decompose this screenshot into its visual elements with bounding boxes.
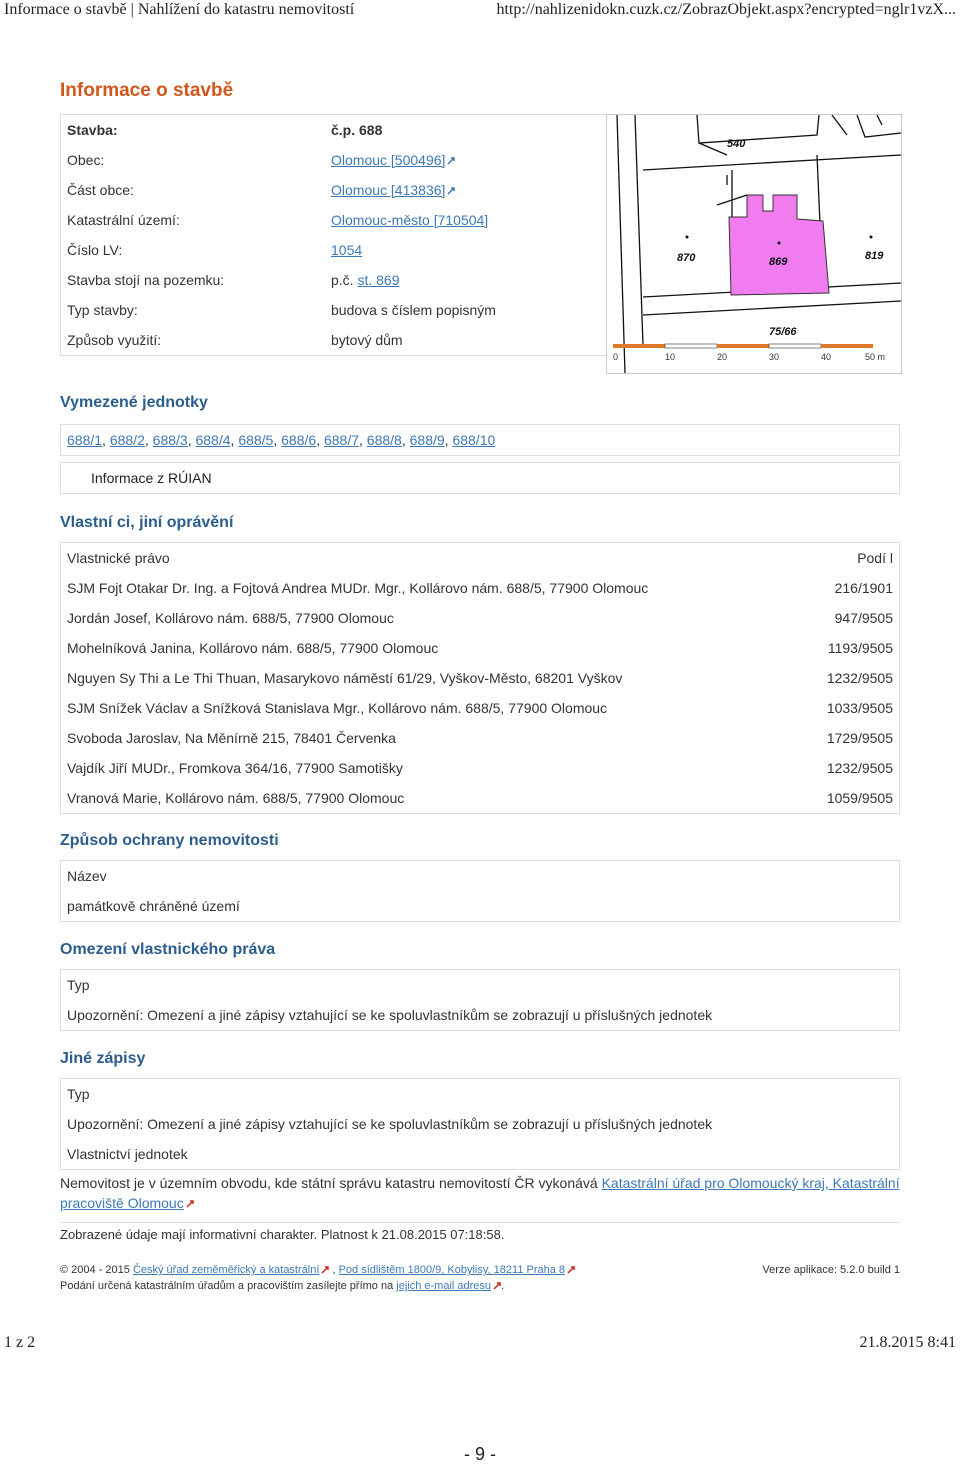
owner-name: Nguyen Sy Thi a Le Thi Thuan, Masarykovo náměstí 61/29, Vyškov-Město, 68201 Vyškov (67, 670, 623, 686)
info-label: Obec: (67, 152, 105, 168)
units-list: 688/1, 688/2, 688/3, 688/4, 688/5, 688/6, 688/7, 688/8, 688/9, 688/10 (67, 432, 496, 448)
scale-label: 50 m (865, 352, 886, 362)
owner-share: 1232/9505 (826, 760, 893, 776)
other-value: Upozornění: Omezení a jiné zápisy vztahující se ke spoluvlastníkům se zobrazují u příslušných jednotek (67, 1116, 713, 1132)
office-notice-text: Nemovitost je v územním obvodu, kde státní správu katastru nemovitostí ČR vykonává (60, 1175, 602, 1191)
restrictions-table (60, 969, 900, 1031)
map-drawing (607, 115, 901, 373)
other-section-title: Jiné zápisy (60, 1050, 146, 1067)
protection-table (60, 860, 900, 922)
copyright-footer: © 2004 - 2015 Český úřad zeměměřický a katastrální , Pod sídlištěm 1800/9, Kobylisy, 18211 Praha 8 Podání určená katastrálním úřadům a pracovištím zasílejte přímo na jejich e-mail adresu . Verze aplikace: 5.2.0 build 1 (60, 1264, 900, 1292)
info-row-vyuziti (61, 325, 607, 355)
address-link[interactable]: Pod sídlištěm 1800/9, Kobylisy, 18211 Praha 8 (338, 1264, 566, 1276)
info-row-typ (61, 295, 607, 325)
info-label: Stavba: (67, 122, 118, 138)
table-row (61, 633, 899, 663)
app-version: Verze aplikace: 5.2.0 build 1 (762, 1264, 900, 1276)
map-scale-bar (613, 344, 885, 362)
unit-link[interactable]: 688/10 (452, 432, 496, 448)
copyright-prefix: © 2004 - 2015 (60, 1264, 133, 1276)
parcel-label: 870 (677, 252, 696, 264)
scale-label: 0 (613, 352, 619, 362)
unit-link[interactable]: 688/3 (152, 432, 188, 448)
parcel-label: 75/66 (769, 326, 797, 338)
ruian-info-label: Informace z RÚIAN (91, 470, 212, 486)
unit-link[interactable]: 688/8 (366, 432, 402, 448)
other-table (60, 1078, 900, 1170)
owner-share: 1729/9505 (826, 730, 893, 746)
unit-link[interactable]: 688/9 (409, 432, 445, 448)
katastralni-uzemi-link[interactable]: Olomouc-město [710504] (331, 212, 489, 228)
protection-value: památkově chráněné území (67, 898, 240, 914)
cast-obce-link[interactable]: Olomouc [413836] (331, 182, 446, 198)
info-row-pozemek (61, 265, 607, 295)
owner-name: Vranová Marie, Kollárovo nám. 688/5, 77900 Olomouc (67, 790, 405, 806)
owner-name: SJM Fojt Otakar Dr. Ing. a Fojtová Andrea MUDr. Mgr., Kollárovo nám. 688/5, 77900 Olomouc (67, 580, 649, 596)
info-label: Způsob využití: (67, 332, 162, 348)
validity-note: Zobrazené údaje mají informativní charakter. Platnost k 21.08.2015 07:18:58. (60, 1222, 900, 1242)
external-link-icon (447, 157, 455, 165)
owners-table (60, 542, 900, 814)
unit-link[interactable]: 688/1 (67, 432, 103, 448)
parcel-label: 869 (769, 256, 788, 268)
info-label: Část obce: (67, 182, 134, 198)
unit-link[interactable]: 688/7 (323, 432, 360, 448)
table-row (61, 663, 899, 693)
ruian-info-button[interactable] (60, 462, 900, 494)
other-value2: Vlastnictví jednotek (67, 1146, 188, 1162)
lv-link[interactable]: 1054 (331, 242, 363, 258)
info-label: Katastrální území: (67, 212, 180, 228)
info-row-ku (61, 205, 607, 235)
owners-section-title: Vlastní ci, jiní oprávění (60, 514, 234, 531)
restrictions-section-title: Omezení vlastnického práva (60, 941, 276, 958)
print-header-url: http://nahlizenidokn.cuzk.cz/ZobrazObjekt.aspx?encrypted=nglr1vzX... (496, 1, 956, 18)
scale-label: 10 (665, 352, 676, 362)
owners-header-name: Vlastnické právo (67, 550, 170, 566)
page-number: - 9 - (463, 1444, 496, 1464)
parcel-label: 540 (727, 138, 746, 150)
external-link-icon (447, 187, 455, 195)
owner-name: Vajdík Jiří MUDr., Fromkova 364/16, 77900 Samotišky (67, 760, 403, 776)
owner-share: 947/9505 (834, 610, 893, 626)
unit-link[interactable]: 688/4 (195, 432, 231, 448)
print-header (0, 0, 960, 22)
protection-section-title: Způsob ochrany nemovitosti (60, 832, 279, 849)
info-row-lv (61, 235, 607, 265)
protection-header: Název (67, 868, 107, 884)
restrictions-header: Typ (67, 977, 90, 993)
external-link-icon (186, 1200, 194, 1208)
info-row-obec (61, 145, 607, 175)
external-link-icon (493, 1282, 501, 1290)
table-row (61, 723, 899, 753)
cuzk-link[interactable]: Český úřad zeměměřický a katastrální (132, 1264, 320, 1276)
office-link[interactable]: Katastrální úřad pro Olomoucký kraj, Katastrální pracoviště Olomouc (60, 1175, 900, 1211)
parcel-link[interactable]: st. 869 (357, 272, 400, 288)
info-label: Typ stavby: (67, 302, 138, 318)
owner-share: 1232/9505 (826, 670, 893, 686)
page-title: Informace o stavbě (60, 80, 234, 101)
info-row-stavba (61, 115, 607, 145)
scale-label: 40 (821, 352, 832, 362)
building-info-table (60, 114, 607, 356)
unit-link[interactable]: 688/6 (281, 432, 317, 448)
copyright-sep: , (329, 1264, 339, 1276)
print-page-count: 1 z 2 (4, 1334, 36, 1351)
owner-name: Mohelníková Janina, Kollárovo nám. 688/5, 77900 Olomouc (67, 640, 439, 656)
office-notice (60, 1173, 900, 1213)
owner-name: SJM Snížek Václav a Snížková Stanislava Mgr., Kollárovo nám. 688/5, 77900 Olomouc (67, 700, 608, 716)
email-link[interactable]: jejich e-mail adresu (396, 1280, 492, 1292)
print-header-title: Informace o stavbě | Nahlížení do katastru nemovitostí (4, 1, 355, 18)
info-row-cast-obce (61, 175, 607, 205)
owners-header-share: Podí l (857, 550, 893, 566)
owner-name: Jordán Josef, Kollárovo nám. 688/5, 77900 Olomouc (67, 610, 394, 626)
owner-share: 1059/9505 (826, 790, 893, 806)
owner-share: 1193/9505 (827, 640, 893, 656)
info-label: Číslo LV: (67, 242, 123, 258)
table-row (61, 693, 899, 723)
table-row (61, 573, 899, 603)
print-datetime: 21.8.2015 8:41 (859, 1334, 956, 1351)
scale-label: 30 (769, 352, 780, 362)
parcel-label: 819 (865, 250, 884, 262)
owner-name: Svoboda Jaroslav, Na Měnírně 215, 78401 Červenka (67, 730, 396, 746)
scale-label: 20 (717, 352, 728, 362)
info-value: budova s číslem popisným (331, 302, 496, 318)
units-box (60, 424, 900, 456)
submit-text: Podání určená katastrálním úřadům a pracovištím zasílejte přímo na (60, 1280, 397, 1292)
info-value: bytový dům (331, 332, 403, 348)
restrictions-value: Upozornění: Omezení a jiné zápisy vztahující se ke spoluvlastníkům se zobrazují u příslušných jednotek (67, 1007, 713, 1023)
info-value: č.p. 688 (331, 122, 383, 138)
owners-table-header (61, 543, 899, 573)
external-link-icon (567, 1266, 575, 1274)
obec-link[interactable]: Olomouc [500496] (331, 152, 446, 168)
other-header: Typ (67, 1086, 90, 1102)
table-row (61, 783, 899, 813)
cadastral-map[interactable] (606, 114, 902, 374)
owner-share: 216/1901 (834, 580, 893, 596)
unit-link[interactable]: 688/5 (238, 432, 274, 448)
unit-link[interactable]: 688/2 (109, 432, 145, 448)
units-section-title: Vymezené jednotky (60, 394, 208, 411)
table-row (61, 753, 899, 783)
table-row (61, 603, 899, 633)
highlight-parcel (729, 195, 829, 295)
owner-share: 1033/9505 (826, 700, 893, 716)
info-label: Stavba stojí na pozemku: (67, 272, 225, 288)
parcel-prefix: p.č. (331, 272, 354, 288)
